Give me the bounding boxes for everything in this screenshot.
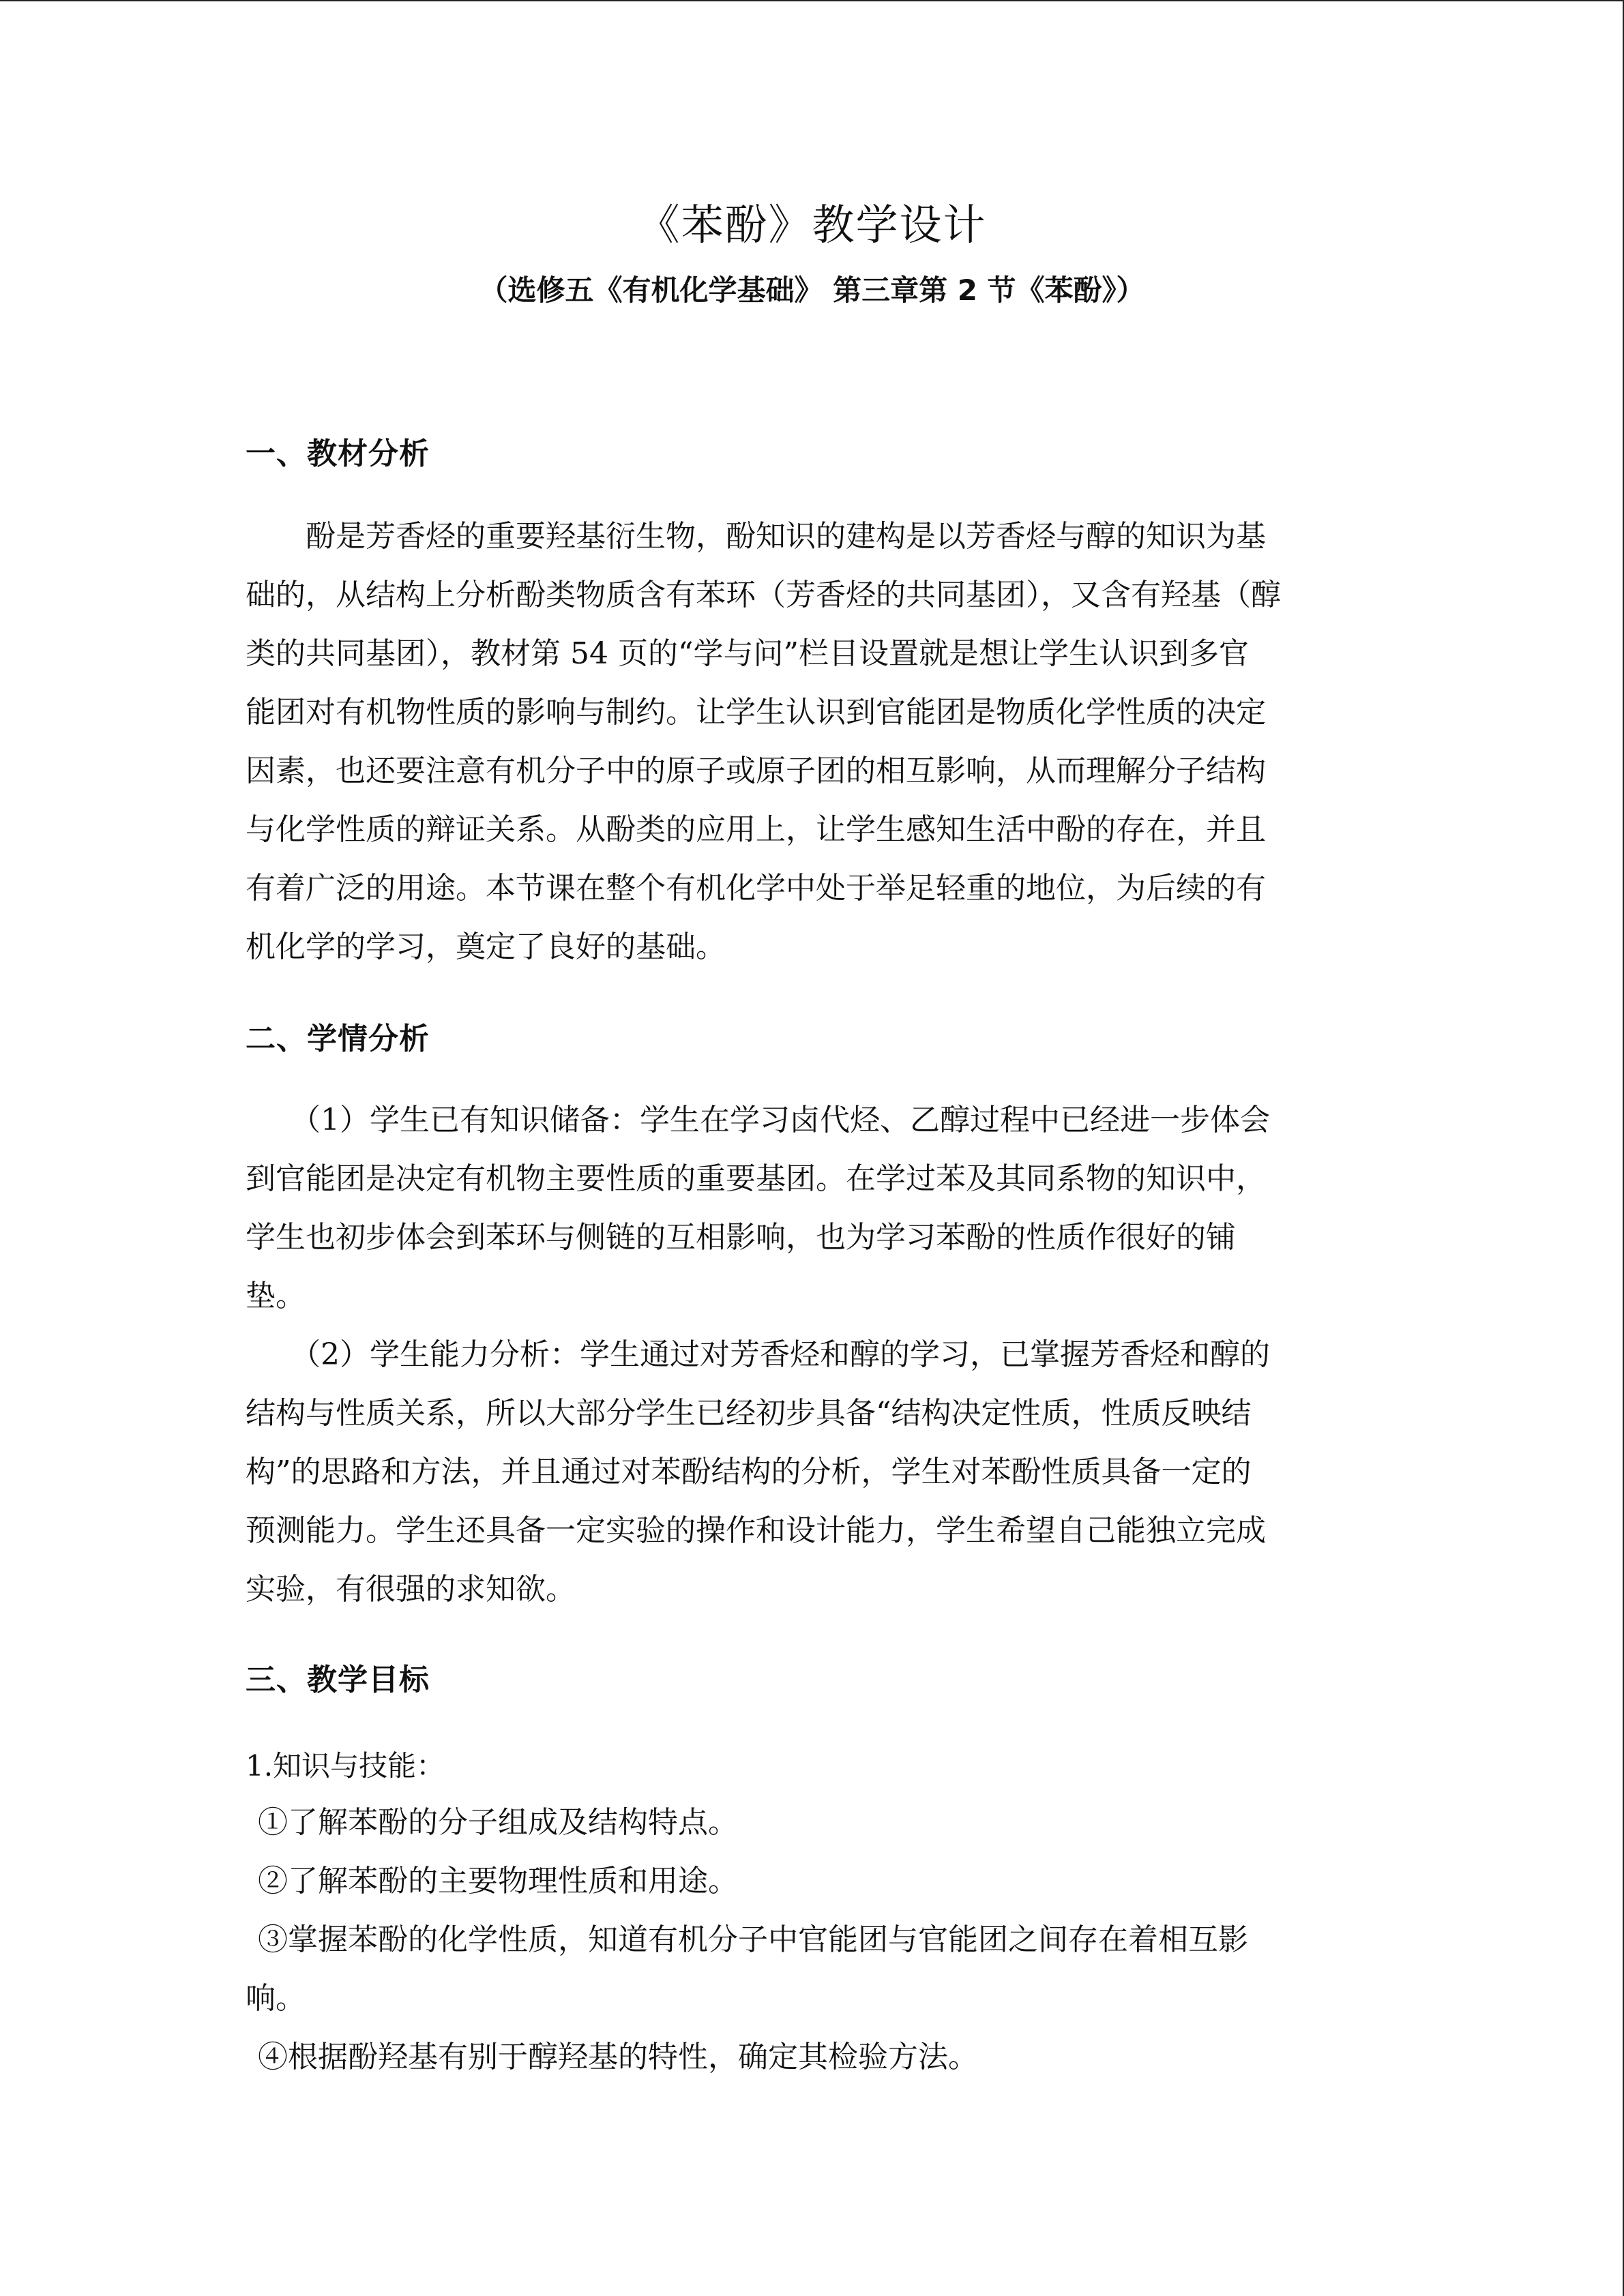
objective-line: ②了解苯酚的主要物理性质和用途。 — [258, 1864, 738, 1898]
paragraph-line: 学生也初步体会到苯环与侧链的互相影响，也为学习苯酚的性质作很好的铺 — [246, 1220, 1236, 1255]
textbook-analysis-paragraph — [246, 507, 1378, 976]
learner-ability-paragraph — [246, 1326, 1378, 1619]
paragraph-line: 因素，也还要注意有机分子中的原子或原子团的相互影响，从而理解分子结构 — [246, 754, 1266, 788]
objective-line: ①了解苯酚的分子组成及结构特点。 — [258, 1805, 738, 1840]
paragraph-line: 能团对有机物性质的影响与制约。让学生认识到官能团是物质化学性质的决定 — [246, 695, 1266, 730]
paragraph-line: 类的共同基团），教材第 54 页的“学与问”栏目设置就是想让学生认识到多官 — [246, 636, 1249, 671]
paragraph-line: 结构与性质关系，所以大部分学生已经初步具备“结构决定性质，性质反映结 — [246, 1396, 1252, 1431]
paragraph-line: （1）学生已有知识储备：学生在学习卤代烃、乙醇过程中已经进一步体会 — [246, 1103, 1270, 1137]
paragraph-line: 垫。 — [246, 1279, 306, 1313]
document-subtitle: （选修五《有机化学基础》 第三章第 2 节《苯酚》） — [479, 273, 1145, 307]
objective-category-label: 1.知识与技能： — [246, 1749, 445, 1783]
section-heading-textbook-analysis: 一、教材分析 — [246, 436, 430, 471]
learner-knowledge-paragraph — [246, 1091, 1378, 1326]
objective-line: ④根据酚羟基有别于醇羟基的特性，确定其检验方法。 — [258, 2040, 978, 2074]
objective-line: ③掌握苯酚的化学性质，知道有机分子中官能团与官能团之间存在着相互影 — [258, 1922, 1248, 1957]
paragraph-line: 与化学性质的辩证关系。从酚类的应用上，让学生感知生活中酚的存在，并且 — [246, 812, 1266, 847]
paragraph-line: 酚是芳香烃的重要羟基衍生物，酚知识的建构是以芳香烃与醇的知识为基 — [246, 519, 1266, 554]
paragraph-line: （2）学生能力分析：学生通过对芳香烃和醇的学习，已掌握芳香烃和醇的 — [246, 1337, 1270, 1372]
paragraph-line: 构”的思路和方法，并且通过对苯酚结构的分析，学生对苯酚性质具备一定的 — [246, 1455, 1252, 1489]
paragraph-line: 础的，从结构上分析酚类物质含有苯环（芳香烃的共同基团），又含有羟基（醇 — [246, 578, 1281, 612]
paragraph-line: 机化学的学习，奠定了良好的基础。 — [246, 929, 726, 964]
paragraph-line: 有着广泛的用途。本节课在整个有机化学中处于举足轻重的地位，为后续的有 — [246, 871, 1266, 906]
paragraph-line: 实验，有很强的求知欲。 — [246, 1572, 576, 1607]
section-heading-teaching-objectives: 三、教学目标 — [246, 1663, 430, 1697]
paragraph-line: 到官能团是决定有机物主要性质的重要基团。在学过苯及其同系物的知识中， — [246, 1161, 1266, 1196]
objective-item — [246, 1793, 1376, 2087]
objective-line: 响。 — [246, 1981, 306, 2016]
paragraph-line: 预测能力。学生还具备一定实验的操作和设计能力，学生希望自己能独立完成 — [246, 1513, 1266, 1548]
section-heading-learner-analysis: 二、学情分析 — [246, 1022, 430, 1056]
document-title: 《苯酚》教学设计 — [637, 200, 987, 250]
page-border-top — [0, 0, 1624, 1]
